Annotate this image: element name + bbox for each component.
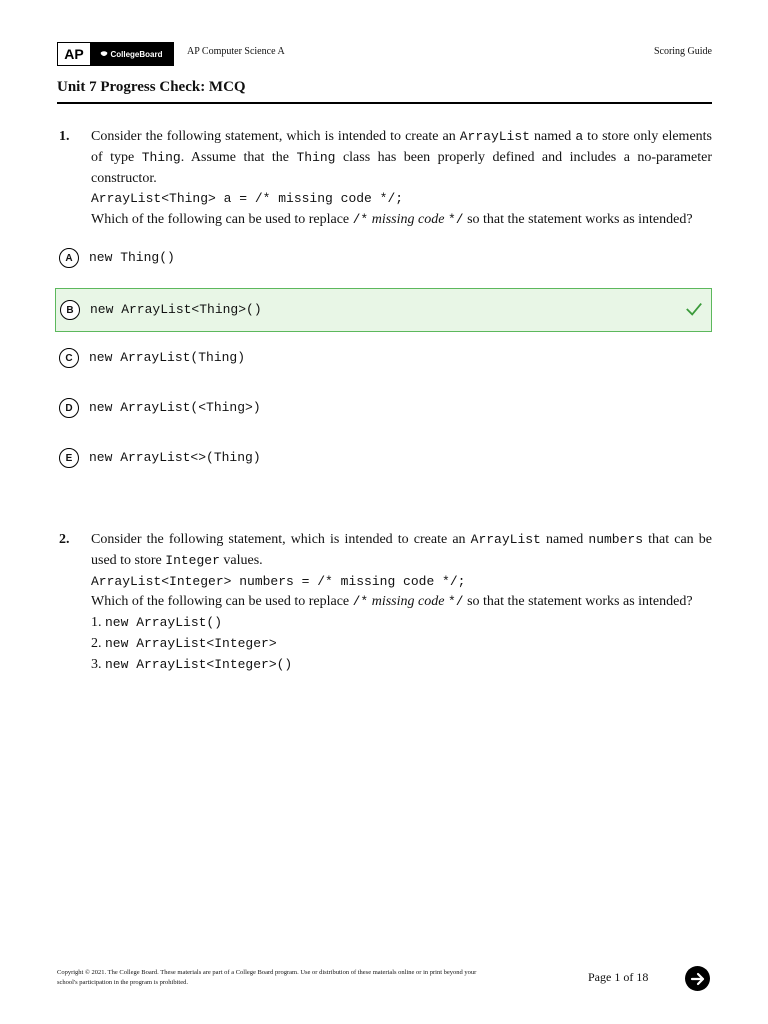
question-prompt: Which of the following can be used to replace /* missing code */ so that the statement works as intended? [91,594,693,610]
choice-letter: D [59,398,79,418]
choice-code: new ArrayList<Thing>() [90,302,262,317]
acorn-icon [100,50,108,58]
choice-letter: A [59,248,79,268]
choice-code: new ArrayList(Thing) [89,350,246,365]
question-number: 1. [59,129,70,144]
next-page-button[interactable] [685,966,710,991]
ap-collegeboard-logo [57,42,174,66]
guide-label: Scoring Guide [653,46,712,57]
page-title: Unit 7 Progress Check: MCQ [57,79,246,95]
question-stem [91,530,712,676]
choice-c[interactable] [55,337,712,381]
checkmark-icon [685,300,703,318]
question-text: Consider the following statement, which is intended to create an ArrayList named numbers that can be used to store Integer values. [91,532,712,568]
list-item: 3. new ArrayList<Integer>() [91,656,293,672]
choice-code: new Thing() [89,250,175,265]
code-statement: ArrayList<Thing> a = /* missing code */; [91,191,404,207]
page-header [57,42,712,64]
copyright-notice: Copyright © 2021. The College Board. These materials are part of a College Board program. Use or distribution of these materials online or in print beyond your school's participation in the program is prohibited. [57,969,477,986]
arrow-right-circle-icon [690,971,706,987]
question-prompt: Which of the following can be used to replace /* missing code */ so that the statement works as intended? [91,212,693,228]
question-2 [57,530,712,676]
choice-letter: C [59,348,79,368]
choice-letter: B [60,300,80,320]
course-name: AP Computer Science A [187,46,285,57]
choice-b-correct[interactable] [55,288,712,332]
list-item: 2. new ArrayList<Integer> [91,635,277,651]
list-item: 1. new ArrayList() [91,615,223,631]
ap-logo-text: AP [58,43,90,65]
question-text: Consider the following statement, which is intended to create an ArrayList named a to store only elements of type Thing. Assume that the Thing class has been properly defined and includes a no-parameter constructor. [91,129,713,186]
collegeboard-logo-text: CollegeBoard [110,49,163,59]
choice-a[interactable] [55,237,712,281]
choice-code: new ArrayList(<Thing>) [89,400,261,415]
question-number: 2. [59,532,70,547]
title-divider [57,102,712,104]
question-stem [91,127,712,231]
page-number: Page 1 of 18 [588,970,649,984]
choice-code: new ArrayList<>(Thing) [89,450,261,465]
code-statement: ArrayList<Integer> numbers = /* missing code */; [91,573,466,589]
choice-letter: E [59,448,79,468]
choice-d[interactable] [55,387,712,431]
question-1 [57,127,712,231]
choice-e[interactable] [55,437,712,481]
